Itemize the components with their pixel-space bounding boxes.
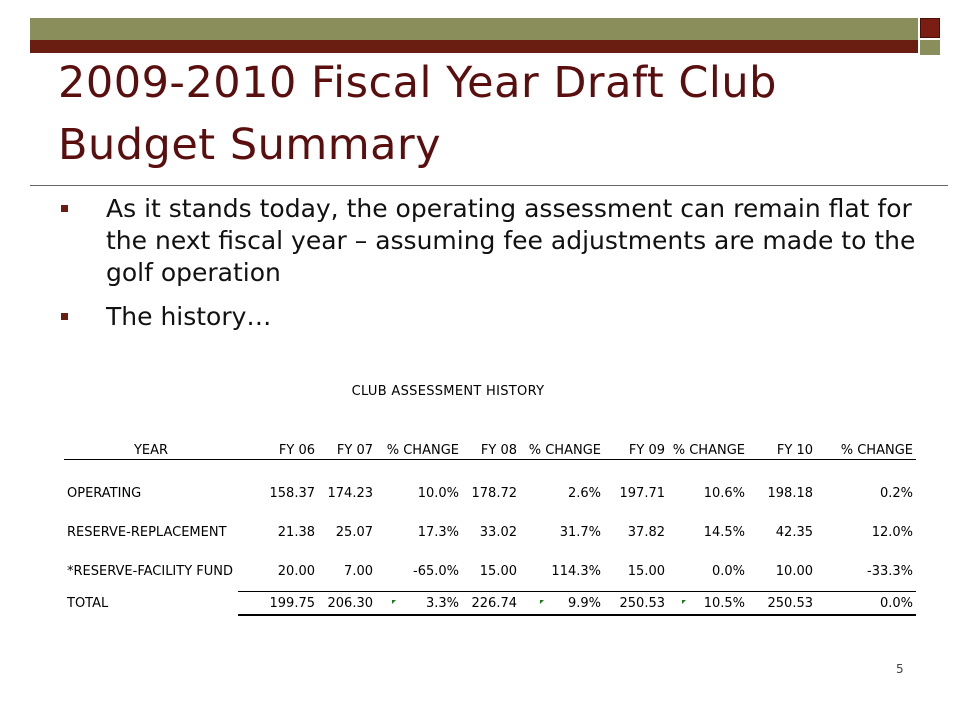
- row-label: OPERATING: [67, 486, 142, 501]
- bullet-text: The history…: [106, 302, 272, 331]
- table-cell: 17.3%: [417, 525, 459, 540]
- slide-title: 2009-2010 Fiscal Year Draft Club Budget Summary: [58, 58, 777, 170]
- column-header: FY 08: [462, 441, 520, 460]
- table-row: [64, 474, 916, 513]
- table-cell: 20.00: [277, 564, 315, 579]
- header-band-green: [30, 18, 918, 40]
- table-cell: 178.72: [471, 486, 517, 501]
- table-title: CLUB ASSESSMENT HISTORY: [351, 384, 545, 399]
- table-cell: 12.0%: [871, 525, 913, 540]
- table-cell: 10.6%: [703, 486, 745, 501]
- title-divider: [30, 185, 948, 186]
- table-cell: 15.00: [627, 564, 665, 579]
- table-cell: 9.9%: [520, 592, 604, 616]
- column-header: FY 10: [748, 441, 816, 460]
- column-header: % CHANGE: [816, 441, 916, 460]
- square-bullet-icon: [61, 205, 68, 212]
- spacer-row: [64, 460, 916, 475]
- table-cell: -33.3%: [867, 564, 913, 579]
- cell-comment-marker-icon: [682, 600, 686, 604]
- table-cell: 10.5%: [668, 592, 748, 616]
- table-cell: 21.38: [277, 525, 315, 540]
- table-cell: -65.0%: [413, 564, 459, 579]
- bullet-text: As it stands today, the operating assessment can remain flat for the next fiscal year – assuming fee adjustments are made to the golf operation: [106, 194, 916, 287]
- table-cell: 114.3%: [551, 564, 601, 579]
- table-cell: 0.0%: [711, 564, 745, 579]
- cell-comment-marker-icon: [392, 600, 396, 604]
- table-cell: 158.37: [269, 486, 315, 501]
- table-cell: 197.71: [619, 486, 665, 501]
- table-cell: 206.30: [318, 592, 376, 616]
- table-cell: 33.02: [479, 525, 517, 540]
- table-cell: 199.75: [238, 592, 318, 616]
- table-cell: 10.0%: [417, 486, 459, 501]
- bullet-item: [58, 301, 938, 333]
- table-cell: 25.07: [335, 525, 373, 540]
- bullet-list: [58, 193, 938, 345]
- table-cell: 0.2%: [879, 486, 913, 501]
- page-number: 5: [896, 662, 904, 676]
- table-row: [64, 552, 916, 592]
- row-label: RESERVE-REPLACEMENT: [67, 525, 227, 540]
- row-label: *RESERVE-FACILITY FUND: [67, 564, 234, 580]
- column-header: FY 09: [604, 441, 668, 460]
- column-header: % CHANGE: [376, 441, 462, 460]
- table-cell: 31.7%: [559, 525, 601, 540]
- table-cell: 42.35: [775, 525, 813, 540]
- column-header: FY 07: [318, 441, 376, 460]
- column-header: % CHANGE: [668, 441, 748, 460]
- cell-comment-marker-icon: [540, 600, 544, 604]
- table-cell: 226.74: [462, 592, 520, 616]
- table-cell: 15.00: [479, 564, 517, 579]
- square-bullet-icon: [61, 313, 68, 320]
- bullet-item: [58, 193, 938, 289]
- corner-square-red: [920, 18, 940, 38]
- table-cell: 250.53: [748, 592, 816, 616]
- table-total-row: [64, 592, 916, 616]
- table-cell: 10.00: [775, 564, 813, 579]
- table-row: [64, 513, 916, 552]
- table-cell: 250.53: [604, 592, 668, 616]
- table-cell: 0.0%: [816, 592, 916, 616]
- table-cell: 3.3%: [376, 592, 462, 616]
- table-cell: 7.00: [344, 564, 373, 579]
- column-header: YEAR: [64, 441, 238, 460]
- table-cell: 37.82: [627, 525, 665, 540]
- table-cell: 14.5%: [703, 525, 745, 540]
- table-cell: 2.6%: [567, 486, 601, 501]
- column-header: FY 06: [238, 441, 318, 460]
- table-header-row: [64, 441, 916, 460]
- column-header: % CHANGE: [520, 441, 604, 460]
- assessment-history-table: [64, 441, 916, 616]
- table-cell: 198.18: [767, 486, 813, 501]
- row-label: TOTAL: [67, 595, 109, 611]
- table-cell: 174.23: [327, 486, 373, 501]
